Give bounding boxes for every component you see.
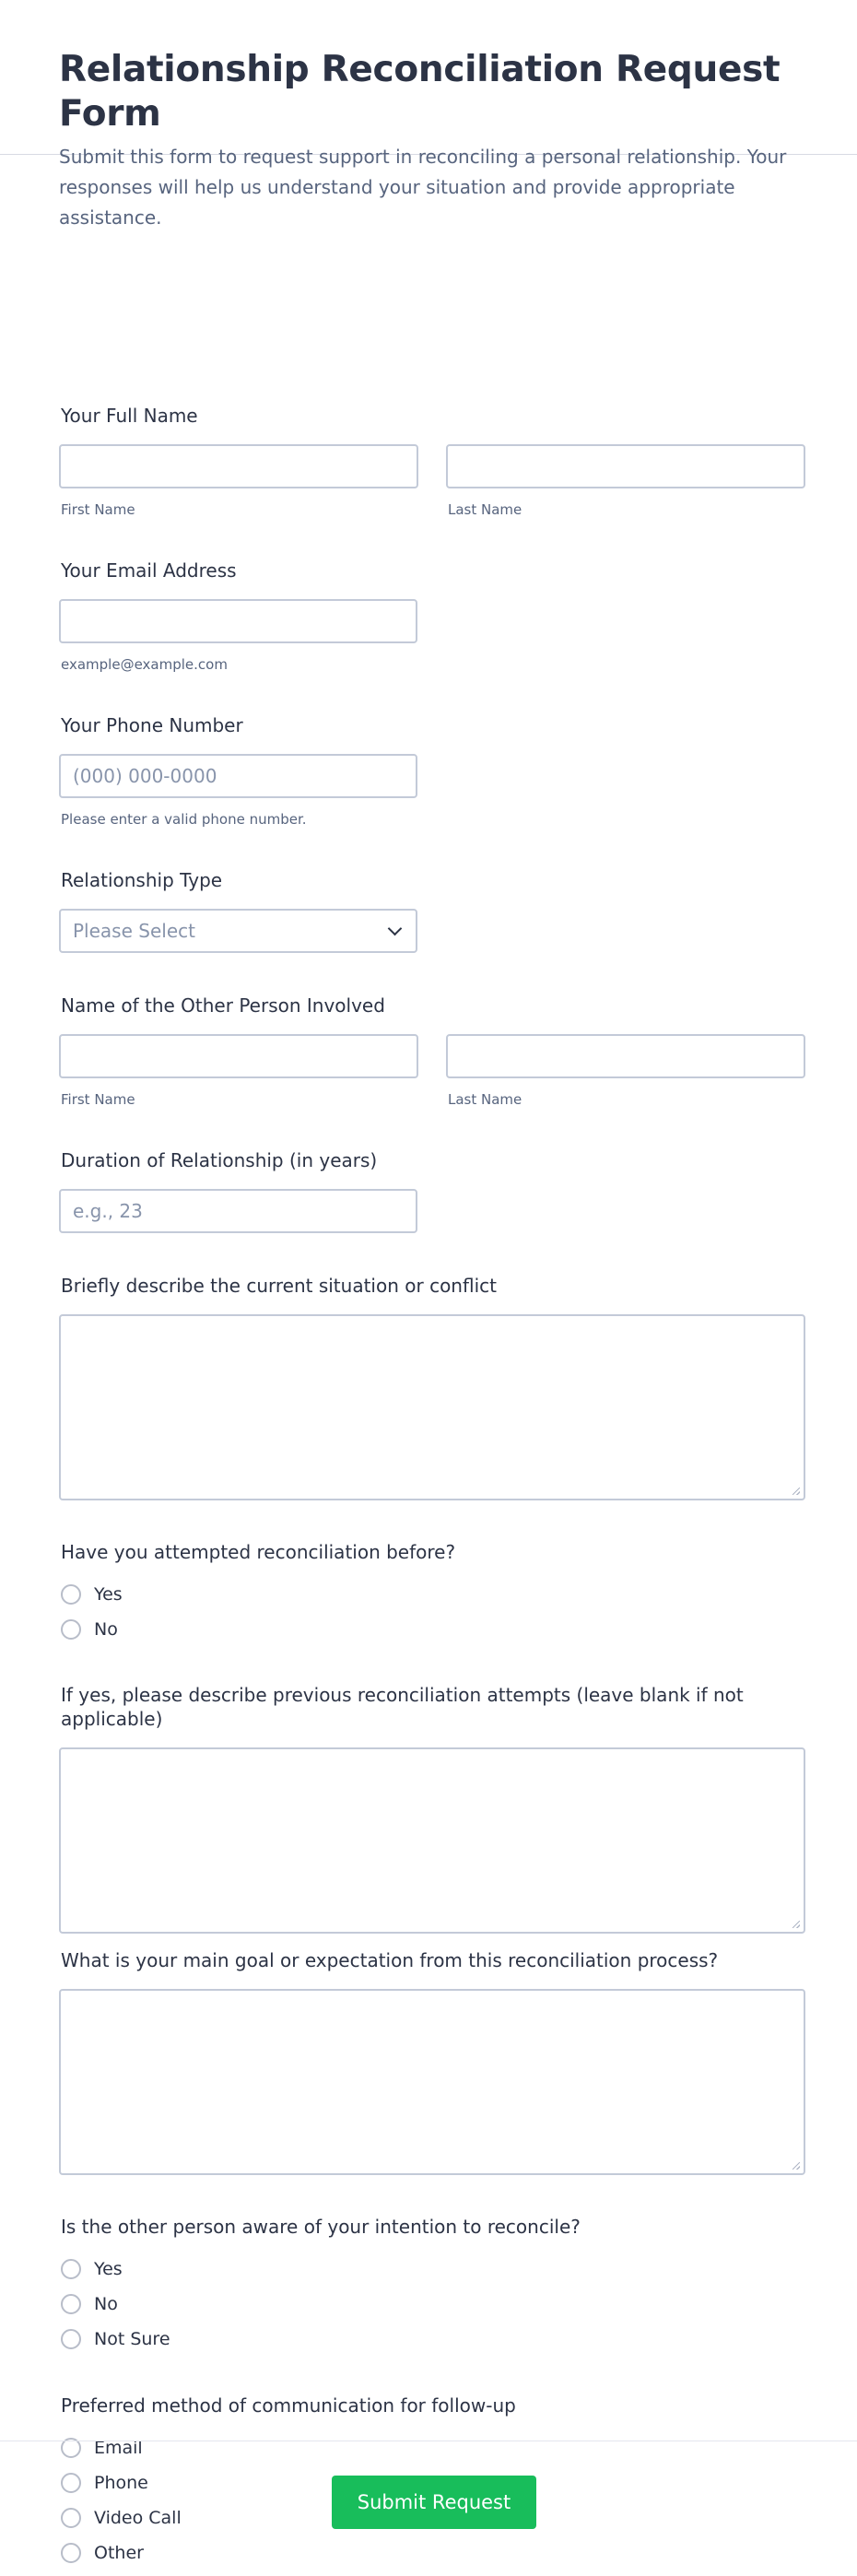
relationship-type-field xyxy=(59,868,805,953)
attempted-label: Have you attempted reconciliation before? xyxy=(61,1541,456,1563)
phone-field xyxy=(59,713,805,828)
radio-label: No xyxy=(94,2294,118,2314)
relationship-type-label: Relationship Type xyxy=(61,869,223,891)
goal-textarea[interactable] xyxy=(59,1989,805,2175)
relationship-type-value: Please Select xyxy=(73,920,195,942)
attempted-field xyxy=(59,1540,805,1647)
situation-label: Briefly describe the current situation or conflict xyxy=(61,1275,497,1297)
phone-sublabel: Please enter a valid phone number. xyxy=(61,811,307,828)
resize-handle-icon[interactable] xyxy=(792,2162,800,2170)
attempted-option-no[interactable] xyxy=(59,1612,805,1647)
aware-option-yes[interactable] xyxy=(59,2252,805,2287)
other-last-name-input[interactable] xyxy=(446,1034,805,1078)
previous-attempts-textarea[interactable] xyxy=(59,1747,805,1934)
aware-option-not-sure[interactable] xyxy=(59,2322,805,2357)
email-field xyxy=(59,559,805,673)
first-name-sublabel: First Name xyxy=(61,501,135,518)
attempted-option-yes[interactable] xyxy=(59,1577,805,1612)
chevron-down-icon xyxy=(388,921,403,935)
submit-button[interactable]: Submit Request xyxy=(332,2476,536,2529)
radio-label: Email xyxy=(94,2438,143,2458)
communication-label: Preferred method of communication for follow-up xyxy=(61,2394,516,2417)
full-name-field xyxy=(59,404,805,518)
radio-circle-icon[interactable] xyxy=(61,2329,81,2349)
form-footer xyxy=(0,2441,857,2576)
situation-field xyxy=(59,1274,805,1500)
radio-circle-icon[interactable] xyxy=(61,2294,81,2314)
other-first-name-input[interactable] xyxy=(59,1034,418,1078)
duration-field xyxy=(59,1148,805,1233)
email-input[interactable] xyxy=(59,599,417,643)
radio-label: No xyxy=(94,1619,118,1640)
goal-label: What is your main goal or expectation from this reconciliation process? xyxy=(61,1949,719,1971)
aware-label: Is the other person aware of your intention to reconcile? xyxy=(61,2216,581,2238)
other-last-name-sublabel: Last Name xyxy=(448,1091,522,1108)
other-person-field xyxy=(59,994,805,1108)
form-header xyxy=(0,0,857,229)
previous-attempts-field xyxy=(59,1683,805,1934)
email-label: Your Email Address xyxy=(61,559,237,582)
page-subtitle: Submit this form to request support in reconciling a personal relationship. Your responses will help us understand your situation and provide appropriate assistance. xyxy=(59,146,787,229)
phone-label: Your Phone Number xyxy=(61,714,243,736)
first-name-input[interactable] xyxy=(59,444,418,488)
aware-field xyxy=(59,2215,805,2357)
full-name-label: Your Full Name xyxy=(61,405,198,427)
duration-label: Duration of Relationship (in years) xyxy=(61,1149,378,1171)
goal-field xyxy=(59,1948,805,2175)
last-name-sublabel: Last Name xyxy=(448,501,522,518)
aware-option-no[interactable] xyxy=(59,2287,805,2322)
other-first-name-sublabel: First Name xyxy=(61,1091,135,1108)
radio-circle-icon[interactable] xyxy=(61,1584,81,1605)
radio-label: Video Call xyxy=(94,2508,182,2528)
other-person-label: Name of the Other Person Involved xyxy=(61,994,385,1017)
duration-input[interactable]: e.g., 23 xyxy=(59,1189,417,1233)
previous-attempts-label: If yes, please describe previous reconciliation attempts (leave blank if not applicable) xyxy=(61,1684,744,1730)
last-name-input[interactable] xyxy=(446,444,805,488)
radio-circle-icon[interactable] xyxy=(61,2259,81,2279)
radio-label: Other xyxy=(94,2543,144,2563)
email-sublabel: example@example.com xyxy=(61,656,228,673)
page-title: Relationship Reconciliation Request Form xyxy=(59,49,781,135)
relationship-type-select[interactable] xyxy=(59,909,417,953)
situation-textarea[interactable] xyxy=(59,1314,805,1500)
resize-handle-icon[interactable] xyxy=(792,1921,800,1928)
radio-circle-icon[interactable] xyxy=(61,1619,81,1640)
radio-label: Not Sure xyxy=(94,2329,170,2349)
radio-label: Yes xyxy=(94,2259,123,2279)
resize-handle-icon[interactable] xyxy=(792,1488,800,1495)
radio-label: Phone xyxy=(94,2473,148,2493)
radio-label: Yes xyxy=(94,1584,123,1605)
phone-input[interactable]: (000) 000-0000 xyxy=(59,754,417,798)
